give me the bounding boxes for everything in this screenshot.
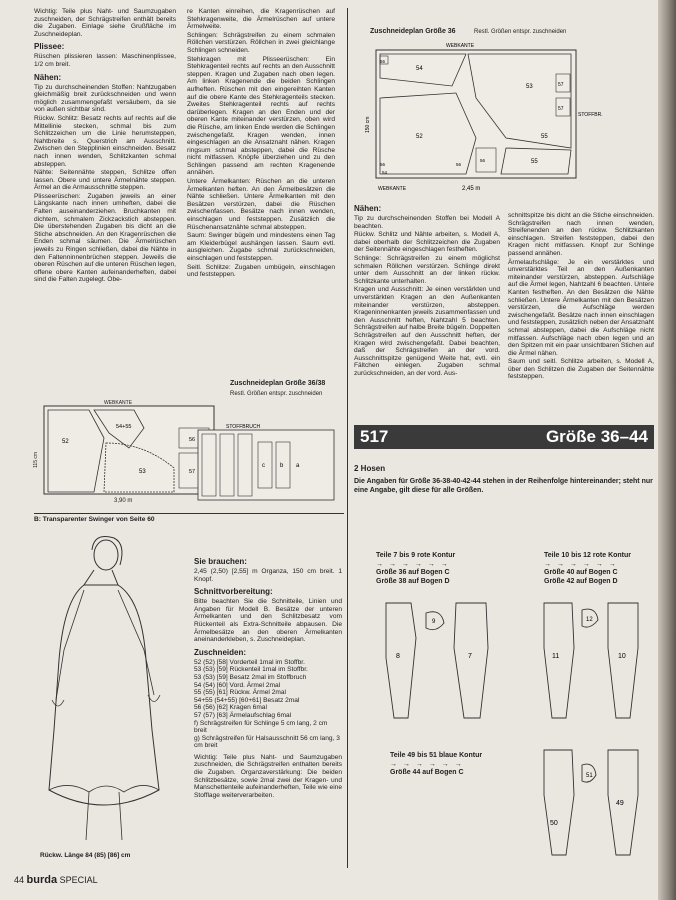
plan-right-piece-55a: 55 <box>531 159 538 165</box>
list-item: g) Schrägstreifen für Halsausschnitt 56 cm lang, 3 cm breit <box>194 734 340 750</box>
group1-title: Teile 7 bis 9 rote Kontur <box>376 552 456 559</box>
group1-line2: Größe 38 auf Bogen D <box>376 577 450 585</box>
plan-left-piece-52: 52 <box>62 439 69 445</box>
plan-left-width: 115 cm <box>33 451 39 468</box>
model-size: Größe 36–44 <box>545 427 648 446</box>
list-item: f) Schrägstreifen für Schlinge 5 cm lang, 2 cm breit <box>194 719 328 735</box>
group3-line1: Größe 44 auf Bogen C <box>390 769 464 776</box>
divider-b <box>34 513 344 514</box>
plissee-heading: Plissee: <box>34 42 65 52</box>
group2-title: Teile 10 bis 12 rote Kontur <box>544 552 632 559</box>
piece-10: 10 <box>618 653 626 660</box>
schnittvorbereitung-heading: Schnittvorbereitung: <box>194 587 273 597</box>
plan-left-webkante: WEBKANTE <box>104 400 133 406</box>
pattern-group-10-12: Teile 10 bis 12 rote Kontur → → → → → → Größe 40 auf Bogen C Größe 42 auf Bogen D <box>544 552 664 586</box>
plan-right-subtitle: Restl. Größen entspr. zuschneiden <box>474 29 567 35</box>
schlinge-text: Schlinge: Schrägstreifen zu einem möglichst schmalen Röllchen verstürzen. Schlinge direkt unter dem Ausschnitt an der linken rückw. Schlitzkante unterhalten. <box>354 254 500 285</box>
schlitz-text: Rückw. Schlitz: Besatz rechts auf rechts auf die Mittellinie stecken, schmal bis zum Schlitzzeichen um die Linie herumsteppen, Nahtbreite s. Querstrich am Ausschnitt. Zwischen den Stepplinien einschneiden. Besatz nach innen wenden, Schlitzkanten schmal absteppen. <box>34 114 176 168</box>
naehen-heading-right: Nähen: <box>354 204 382 213</box>
plan-right-piece-53: 53 <box>526 84 533 90</box>
plan-left-piece-57: 57 <box>189 469 196 475</box>
group2-line2: Größe 42 auf Bogen D <box>544 577 618 585</box>
brand-special: SPECIAL <box>59 875 98 885</box>
page-footer <box>14 874 98 886</box>
list-item: 54 (54) [60] Vord. Ärmel 2mal <box>194 681 281 689</box>
tip-text: Tip zu durchscheinenden Stoffen: Nahtzugaben gleichmäßig breit zurückschneiden und wenn möglich zusammengefaßt versäubern, da sie von außen sichtbar sind. <box>34 83 176 114</box>
saum-right-text: Saum und seitl. Schlitze arbeiten, s. Modell A, über den Schlitzen die Zugaben der Seitennähte feststeppen. <box>508 358 654 381</box>
plan-left-piece-5455: 54+55 <box>116 424 132 430</box>
hosen-note: Die Angaben für Größe 36-38-40-42-44 stehen in der Reihenfolge hintereinander; steht nur eine Angabe, gilt diese für alle Größen. <box>354 478 653 494</box>
tip-right-text: Tip zu durchscheinenden Stoffen bei Modell A beachten. <box>354 215 500 230</box>
group1-line1: Größe 36 auf Bogen C <box>376 569 450 576</box>
plan-left-subtitle: Restl. Größen entspr. zuschneiden <box>230 391 323 397</box>
group2-line1: Größe 40 auf Bogen C <box>544 569 618 576</box>
plan-left-stoffbruch: STOFFBRUCH <box>226 424 261 430</box>
kragen-ausschnitt-text: Kragen und Ausschnitt: Je einen verstärkten und unverstärkten Kragen an den Außenkanten miteinander verstürzen, absteppen. Krageninnenkanten jeweils zusammenfassen und den Ausschnitt heften, Nahtzahl 5 beachten. Schrägstreifen auf halbe Breite bügeln. Doppelten Schrägstreifen auf den Ausschnitt heften, der Kragen wird zwischengefaßt. Dabei beachten, daß der Schrägstreifen an der vord. Ausschnittspitze genügend Weite hat, evtl. ein Fältchen einlegen. Zugaben schmal zurückschneiden, an der vord. Aus- <box>354 286 500 377</box>
model-banner <box>354 425 654 449</box>
caption-b <box>34 516 334 524</box>
zuschneiden-list <box>194 659 342 750</box>
plan-left-piece-56: 56 <box>189 437 196 443</box>
plan-right-piece-57a: 57 <box>558 82 564 88</box>
stehkragen-text: Stehkragen mit Plisseerüschen: Ein Stehkragenteil rechts auf rechts an den Ausschnitt steppen. Kragen und Zugaben nach oben legen. Am linken Kragenende die beiden Schlingen aufheften. Rüschen mit den eingereihten Kanten auf die obere Kante des Stehkragenteils stecken. Zweites Stehkragenteil rechts auf rechts darüberlegen. Kragen an den Enden und der oberen Kante miteinander verstürzen, oben wird die Rüsche, am linken Ende werden die Schlingen zwischengefaßt. Kragen wenden, innen eingeschlagen an die Ansatznaht nähen. Kragen ringsum schmal absteppen, dabei die Rüsche nicht mitfassen. Knöpfe überziehen und zu den Schlingen passend am rechten Kragenende annähen. <box>187 55 335 177</box>
plan-right-piece-55b: 55 <box>541 134 548 140</box>
column-divider <box>347 8 348 868</box>
plan-right-webkante-top: WEBKANTE <box>446 43 475 49</box>
schlitz-right-text: Rückw. Schlitz und Nähte arbeiten, s. Modell A, dabei oberhalb der Schlitzzeichen die Zugaben der Seitennähte eingeschlagen festheften. <box>354 231 500 254</box>
aermelaufschlaege-text: Ärmelaufschläge: Je ein verstärktes und unverstärktes Teil an den Außenkanten miteinander verstürzen, absteppen. Aufschläge auf die Ärmel legen, Nahtzahl 6 beachten. Untere Kanten festheften. An den Besätzen die Nähte schließen. Untere Ärmelkanten mit den Besätzen verstürzen, die Aufschläge werden zwischengefaßt. Besätze nach innen einschlagen und feststeppen, zusätzlich neben der Ansatznaht schmal absteppen, dabei die Aufschläge nicht mitfassen. Aufschläge nach oben legen und an den Spitzen mit ein paar unsichtbaren Stichen auf die Ärmel nähen. <box>508 258 654 357</box>
plan-right-piece-56d: 56 <box>380 162 386 167</box>
figure-caption: Rückw. Länge 84 (85) [86] cm <box>40 852 131 859</box>
left-text-column <box>34 8 176 285</box>
schlingen-text: Schlingen: Schrägstreifen zu einem schmalen Röllchen verstürzen. Röllchen in zwei gleichlange Schlingen schneiden. <box>187 31 335 54</box>
right-text-column-1 <box>354 200 500 378</box>
middle-text-column <box>187 8 335 280</box>
page-number: 44 <box>14 875 25 885</box>
page-binding <box>658 0 676 900</box>
piece-11: 11 <box>552 653 560 660</box>
plisseeruschen-text: Plisseerüschen: Zugaben jeweils an einer Längskante nach innen umheften, dabei die Falten auseinanderziehen. Bruchkanten mit dichtem, schmalem Zickzackstich absteppen. Die überstehenden Zugaben bis dicht an die Stiche abschneiden. An den Kragenrüschen die Enden schmal säumen. Die Ärmelrüschen jeweils zu Ringen schließen, dabei die Nähte in den Faltenninnenbrüchen steppen. Jeweils die oberen Rüschen auf die unteren Rüschen legen, offene obere Kanten aufeinanderheften, dabei sind die Falten zugelegt. Obe- <box>34 192 176 284</box>
plan-right-piece-57b: 57 <box>558 106 564 112</box>
kanten-text: re Kanten einreihen, die Kragenrüschen auf Stehkragenweite, die Ärmelrüschen auf untere Ärmelweite. <box>187 8 335 31</box>
piece-49: 49 <box>616 800 624 807</box>
brauchen-text: 2,45 (2,50) [2,55] m Organza, 150 cm breit. 1 Knopf. <box>194 568 342 583</box>
list-item: 54+55 (54+55) [60+61] Besatz 2mal <box>194 696 300 704</box>
plan-left-length: 3,90 m <box>114 498 133 504</box>
cutting-plan-36 <box>356 38 636 198</box>
piece-51: 51 <box>586 773 593 779</box>
plan-left-piece-53: 53 <box>139 469 146 475</box>
plissee-text: Rüschen plissieren lassen: Maschinenplissee, 1/2 cm breit. <box>34 53 176 68</box>
piece-50: 50 <box>550 820 558 827</box>
naehen-heading: Nähen: <box>34 72 62 82</box>
plan-right-webkante-bottom: WEBKANTE <box>378 186 407 192</box>
piece-8: 8 <box>396 653 400 660</box>
list-item: 55 (55) [61] Rückw. Ärmel 2mal <box>194 689 286 697</box>
plan-left-piece-b: b <box>280 463 284 469</box>
brand-name: burda <box>26 874 58 886</box>
wichtig-text: Wichtig: Teile plus Naht- und Saumzugaben zuschneiden, die Schrägstreifen enthalten bereits die Zugaben. Organzaverstärkung: Die beiden Schlitzbesätze, sowie 2mal zwei der Kragen- und Manschettenteile aufeinanderheften, Teile wie eine Stofflage weiterverarbeiten. <box>194 753 342 799</box>
hosen-title: 2 Hosen <box>354 464 386 473</box>
plan-right-piece-52: 52 <box>416 134 423 140</box>
plan-right-stoffbr: STOFFBR. <box>578 112 603 118</box>
aermelkanten-text: Untere Ärmelkanten: Rüschen an die unteren Ärmelkanten heften. An den Ärmelbesätzen die Nähte schließen. Untere Ärmelkanten mit den Besätzen verstürzen, dabei die Rüschen zwischenfassen. Besätze nach innen wenden, einschlagen und feststeppen. Zusätzlich die Rüschenansatznähte schmal absteppen. <box>187 178 335 231</box>
cutting-plan-strips <box>196 422 336 502</box>
list-item: 57 (57) [63] Ärmelaufschlag 6mal <box>194 711 292 719</box>
swinger-figure-illustration <box>34 530 184 855</box>
seitl-schlitze-text: Seitl. Schlitze: Zugaben umbügeln, einschlagen und feststeppen. <box>187 263 335 279</box>
plan-left-piece-c: c <box>262 463 265 469</box>
pattern-pieces-7-9 <box>376 598 516 728</box>
list-item: 53 (53) [59] Rückenteil 1mal im Stoffbr. <box>194 666 308 674</box>
brauchen-heading: Sie brauchen: <box>194 557 247 566</box>
list-item: 56 (56) [62] Kragen 6mal <box>194 704 267 712</box>
ausschnitt-cont-text: schnittspitze bis dicht an die Stiche einschneiden. Schrägstreifen nach innen wenden, Streifenenden an den rückw. Schlitzkanten einschlagen. Streifen feststeppen, dabei den Kragen nicht mitfassen. Knopf zur Schlinge passend annähen. <box>508 212 654 257</box>
piece-9: 9 <box>432 619 436 625</box>
list-item: 52 (52) [58] Vorderteil 1mal im Stoffbr. <box>194 658 305 666</box>
piece-12: 12 <box>586 617 593 623</box>
zuschneiden-heading: Zuschneiden: <box>194 647 247 657</box>
plan-right-piece-56c: 56 <box>456 162 462 167</box>
plan-right-title: Zuschneideplan Größe 36 <box>370 28 456 35</box>
plan-right-piece-56b: 56 <box>480 158 486 163</box>
plan-left-piece-a: a <box>296 463 300 469</box>
pattern-pieces-49-51 <box>534 745 654 865</box>
plan-right-length: 2,45 m <box>462 186 481 192</box>
group3-title: Teile 49 bis 51 blaue Kontur <box>390 752 483 759</box>
naehte-text: Nähte: Seitennähte steppen, Schlitze offen lassen. Obere und untere Ärmelnähte steppen. Ärmel an die Armausschnitte steppen. <box>34 169 176 192</box>
piece-7: 7 <box>468 653 472 660</box>
pattern-group-7-9: Teile 7 bis 9 rote Kontur → → → → → → Größe 36 auf Bogen C Größe 38 auf Bogen D <box>376 552 516 586</box>
plan-left-title: Zuschneideplan Größe 36/38 <box>230 380 326 387</box>
materials-column <box>194 553 342 800</box>
saum-text: Saum: Swinger bügeln und mindestens einen Tag am Kleiderbügel aushängen lassen. Saum evtl. ausgleichen. Zugabe schmal zurückschneiden, einschlagen und feststeppen. <box>187 232 335 262</box>
pattern-group-49-51: Teile 49 bis 51 blaue Kontur → → → → → → Größe 44 auf Bogen C <box>390 752 530 778</box>
caption-b-text: B: Transparenter Swinger von Seite 60 <box>34 516 155 523</box>
plan-right-piece-54: 54 <box>416 66 423 72</box>
plan-right-width: 150 cm <box>365 116 371 133</box>
right-text-column-2 <box>508 212 654 382</box>
model-number: 517 <box>360 427 389 446</box>
intro-text: Wichtig: Teile plus Naht- und Saumzugaben zuschneiden, der Schrägstreifen enthält bereits die Zugaben. Einlage siehe Grußfläche im Zuschneideplan. <box>34 8 176 38</box>
plan-right-piece-56a: 56 <box>380 59 386 64</box>
list-item: 53 (53) [59] Besatz 2mal im Stoffbruch <box>194 673 307 681</box>
plan-right-piece-54b: 54 <box>382 170 388 175</box>
pattern-pieces-10-12 <box>534 598 654 728</box>
schnittvorbereitung-text: Bitte beachten Sie die Schnitteile, Linien und Angaben für Modell B. Besätze der unteren Ärmelkanten und den Schlitzbesatz vom Rückenteil als Extra-Schnitteile abpausen. Die Ärmelbesätze an den oberen Ärmelkanten aneinanderkleben, s. Zuschneideplan. <box>194 598 342 644</box>
